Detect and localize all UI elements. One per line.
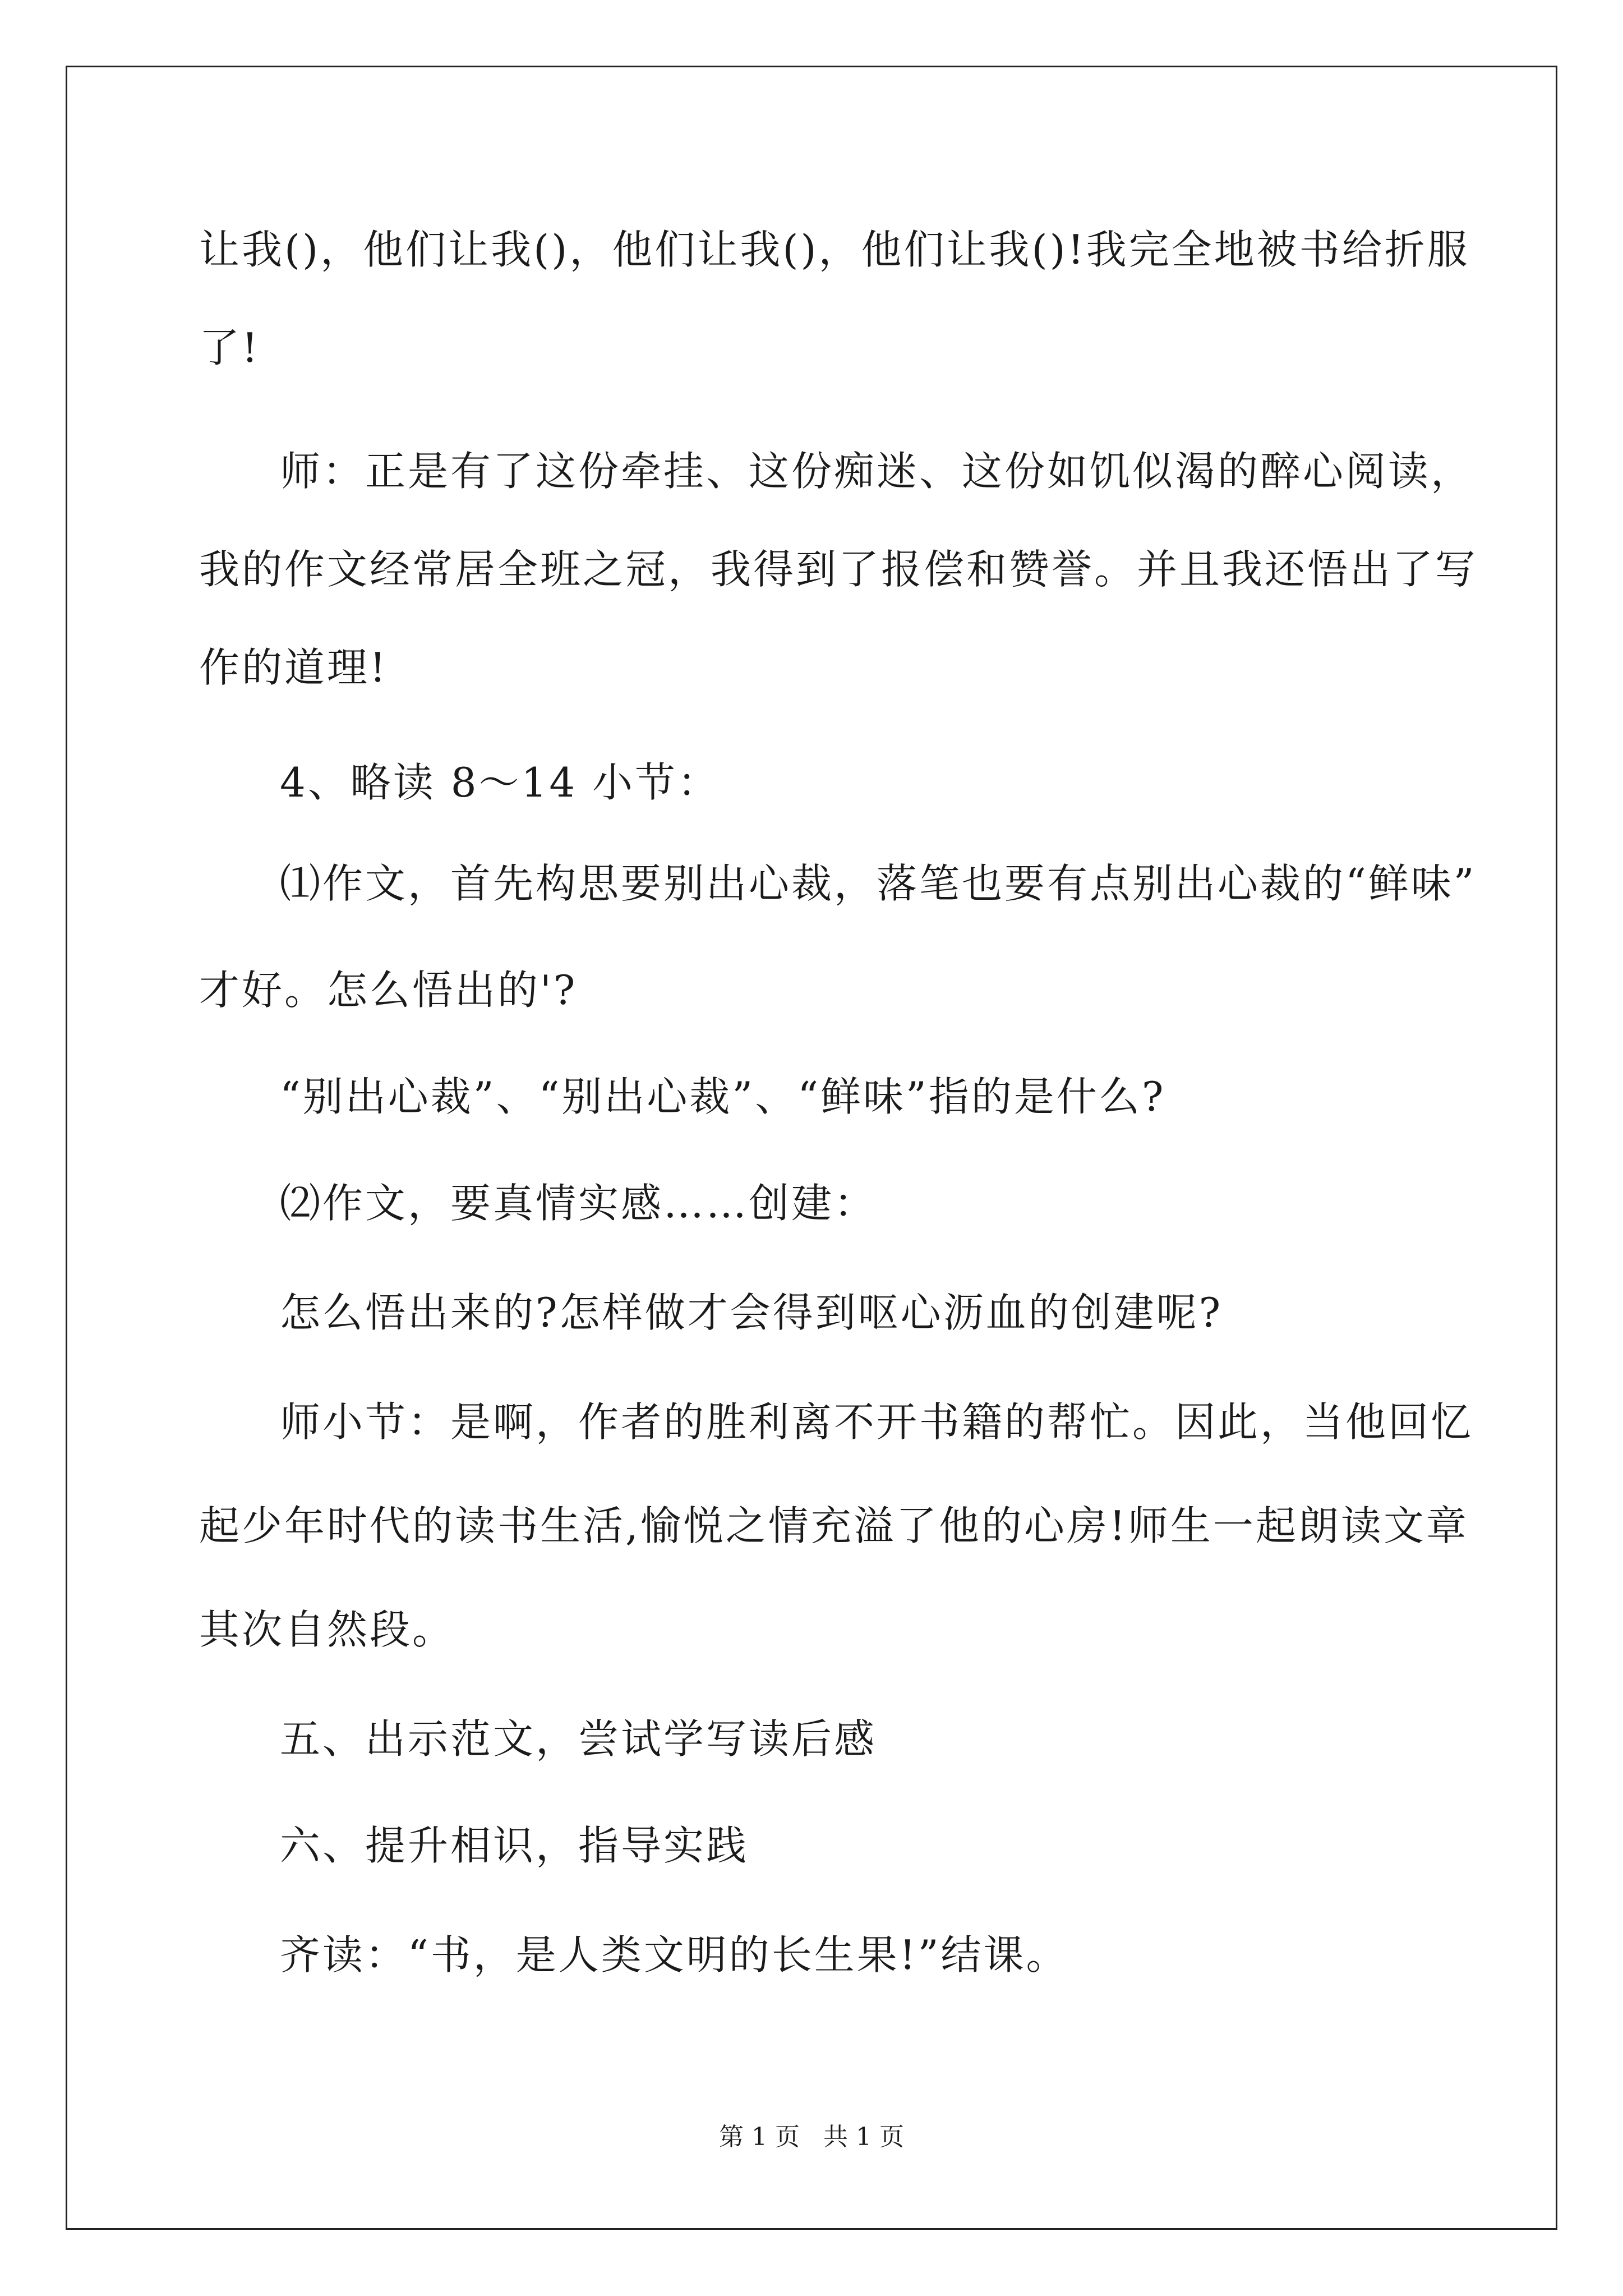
section-heading: 五、出示范文，尝试学写读后感 xyxy=(280,1715,877,1763)
text-line: 其次自然段。 xyxy=(199,1606,455,1653)
text-line: 师小节：是啊，作者的胜利离不开书籍的帮忙。因此，当他回忆 xyxy=(280,1398,1474,1446)
text-line: 我的作文经常居全班之冠，我得到了报偿和赞誉。并且我还悟出了写 xyxy=(199,546,1478,593)
page-number-footer: 第 1 页 共 1 页 xyxy=(719,2123,904,2151)
text-line: 起少年时代的读书生活,愉悦之情充溢了他的心房!师生一起朗读文章 xyxy=(199,1502,1469,1549)
text-line: 了! xyxy=(199,324,260,371)
text-line: 让我()，他们让我()，他们让我()，他们让我()!我完全地被书给折服 xyxy=(199,226,1470,273)
text-line: ⑵作文，要真情实感……创建： xyxy=(280,1180,877,1227)
text-line: 师：正是有了这份牵挂、这份痴迷、这份如饥似渴的醉心阅读， xyxy=(280,448,1474,495)
text-line: ⑴作文，首先构思要别出心裁，落笔也要有点别出心裁的“鲜味” xyxy=(280,860,1477,907)
text-line: 作的道理! xyxy=(199,644,388,691)
text-line: 才好。怎么悟出的'? xyxy=(199,967,578,1014)
text-line: 怎么悟出来的?怎样做才会得到呕心沥血的创建呢? xyxy=(280,1289,1223,1336)
text-line: “别出心裁”、“别出心裁”、“鲜味”指的是什么? xyxy=(280,1073,1166,1120)
section-heading: 六、提升相识，指导实践 xyxy=(280,1822,749,1869)
section-heading: 4、略读 8～14 小节： xyxy=(280,759,721,806)
text-line: 齐读：“书，是人类文明的长生果!”结课。 xyxy=(280,1931,1069,1978)
page-border xyxy=(66,66,1557,2230)
